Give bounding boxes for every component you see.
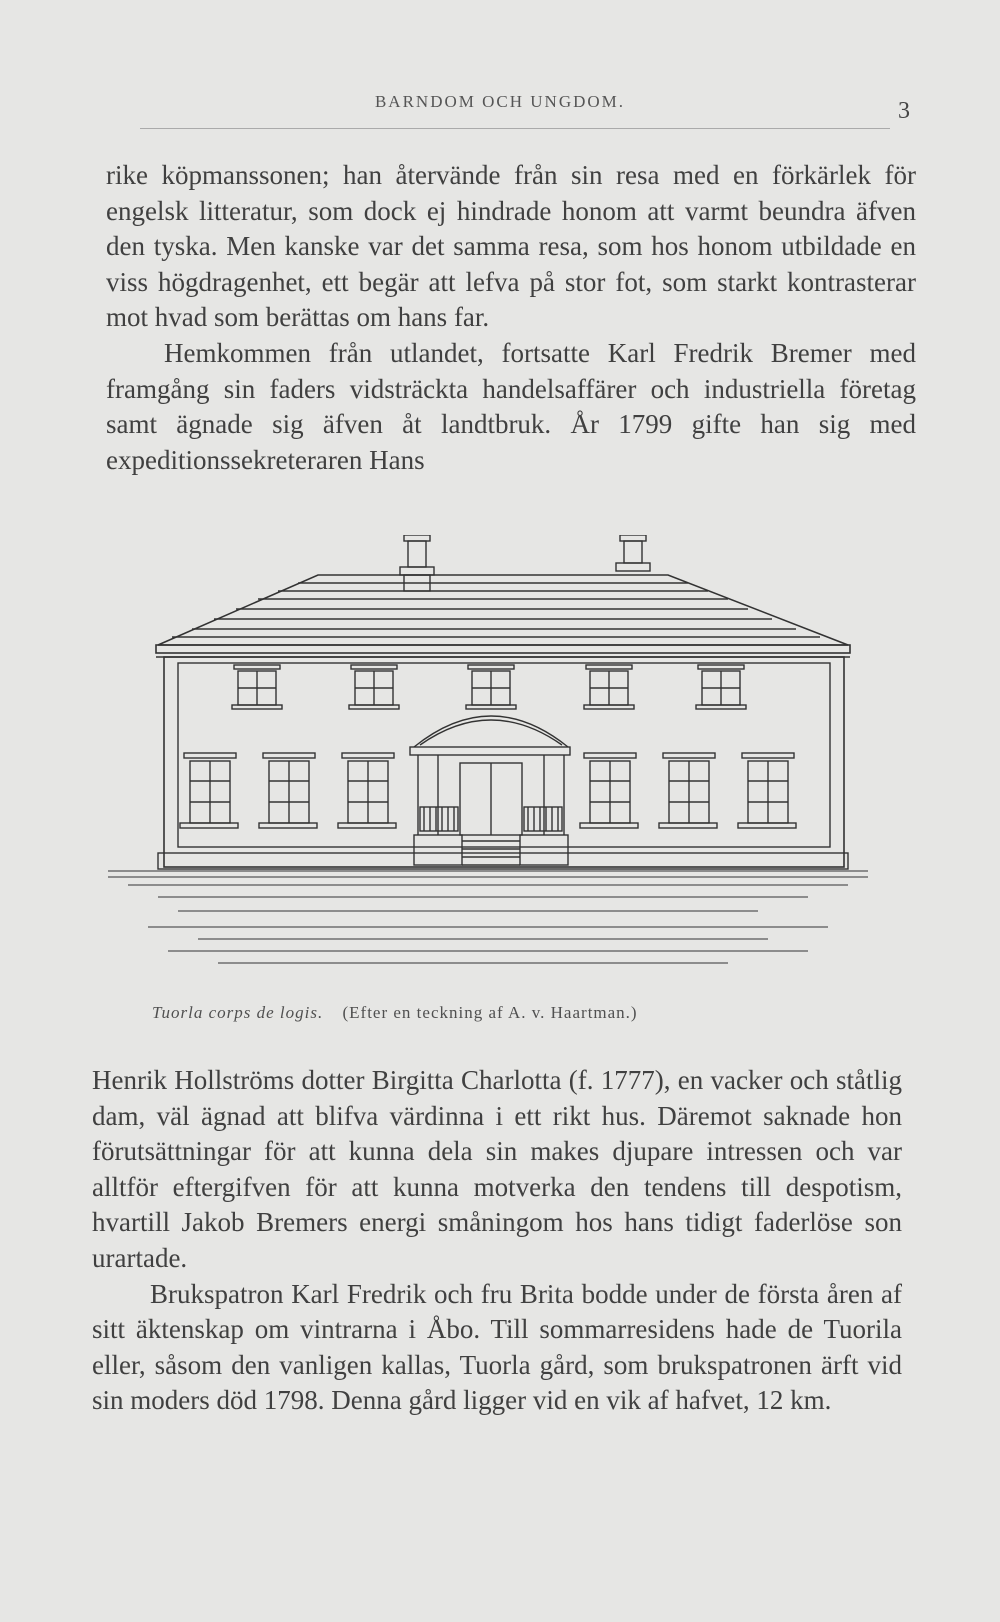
caption-credit: (Efter en teckning af A. v. Haartman.)	[342, 1003, 638, 1022]
upper-windows	[232, 665, 746, 709]
running-head: BARNDOM OCH UNGDOM.	[374, 92, 626, 111]
roof	[156, 575, 850, 657]
chimney-right	[616, 535, 650, 571]
manor-house-drawing	[108, 535, 898, 990]
page-number: 3	[898, 98, 910, 124]
text-block-top	[106, 158, 916, 478]
foreground-ground-lines	[108, 871, 868, 963]
figure-caption	[152, 1003, 892, 1023]
porch	[410, 716, 570, 865]
text-block-bottom	[92, 1063, 902, 1419]
paragraph: Henrik Hollströms dotter Birgitta Charlotta (f. 1777), en vacker och ståtlig dam, väl ägnad att blifva värdinna i ett rikt hus. Däremot saknade hon förutsättningar för att kunna dela sin makes djupare intressen och var alltför eftergifven för att kunna motverka den tendens till despotism, hvartill Jakob Bremers energi småningom hos hans tidigt faderlöse son urartade.	[92, 1065, 902, 1273]
lower-windows	[180, 753, 796, 828]
caption-title: Tuorla corps de logis.	[152, 1003, 324, 1022]
manor-house-illustration	[108, 535, 898, 990]
paragraph: Hemkommen från utlandet, fortsatte Karl Fredrik Bremer med framgång sin faders vidsträckta handelsaffärer och industriella företag samt ägnade sig äfven åt landtbruk. År 1799 gifte han sig med expeditionssekreteraren Hans	[106, 337, 916, 475]
header-rule	[140, 128, 890, 129]
paragraph: Brukspatron Karl Fredrik och fru Brita bodde under de första åren af sitt äktenskap om vintrarna i Åbo. Till sommarresidens hade de Tuorila eller, såsom den vanligen kallas, Tuorla gård, som brukspatronen ärft vid sin moders död 1798. Denna gård ligger vid en vik af hafvet, 12 km.	[92, 1278, 902, 1416]
paragraph: rike köpmanssonen; han återvände från sin resa med en förkärlek för engelsk litteratur, som dock ej hindrade honom att varmt beundra äfven den tyska. Men kanske var det samma resa, som hos honom utbildade en viss högdragenhet, ett begär att lefva på stor fot, som starkt kontrasterar mot hvad som berättas om hans far.	[106, 160, 916, 333]
